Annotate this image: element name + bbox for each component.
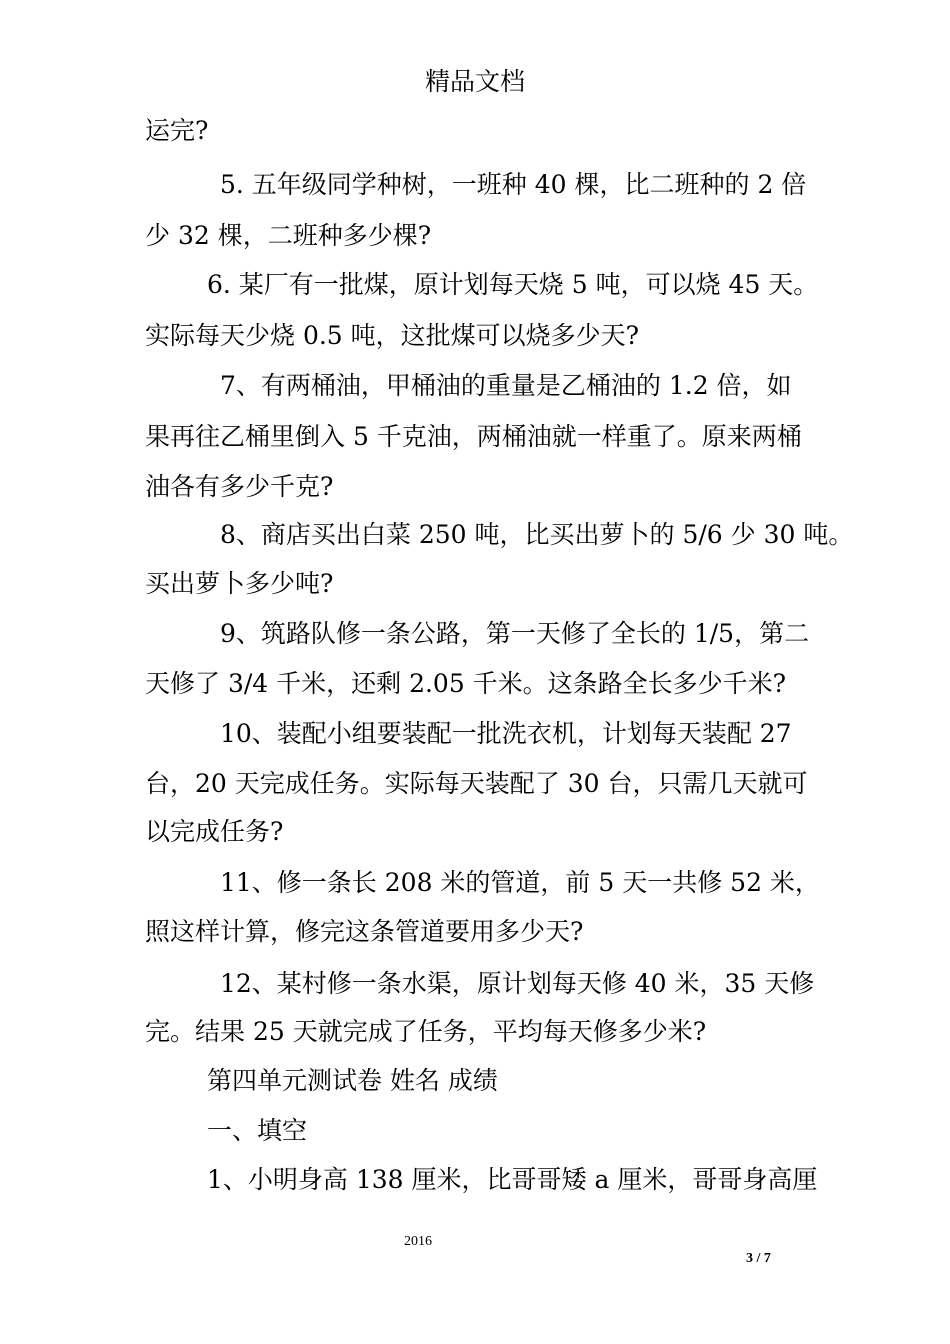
text-line: 以完成任务? <box>145 817 284 846</box>
text-line: 11、修一条长 208 米的管道，前 5 天一共修 52 米， <box>220 868 820 897</box>
text-line: 运完? <box>145 116 209 145</box>
document-header-title: 精品文档 <box>424 67 525 96</box>
text-line: 油各有多少千克? <box>145 472 334 501</box>
section-title: 第四单元测试卷 姓名 成绩 <box>207 1066 498 1095</box>
text-line: 9、筑路队修一条公路，第一天修了全长的 1/5，第二 <box>220 619 810 648</box>
text-line: 少 32 棵，二班种多少棵? <box>145 221 432 250</box>
text-line: 10、装配小组要装配一批洗衣机，计划每天装配 27 <box>220 719 792 748</box>
text-line: 7、有两桶油，甲桶油的重量是乙桶油的 1.2 倍，如 <box>220 371 792 400</box>
text-line: 照这样计算，修完这条管道要用多少天? <box>145 917 584 946</box>
text-line: 12、某村修一条水渠，原计划每天修 40 米，35 天修 <box>220 969 815 998</box>
text-line: 天修了 3/4 千米，还剩 2.05 千米。这条路全长多少千米? <box>145 669 787 698</box>
text-line: 1、小明身高 138 厘米，比哥哥矮 a 厘米，哥哥身高厘 <box>207 1165 818 1194</box>
text-line: 台，20 天完成任务。实际每天装配了 30 台，只需几天就可 <box>145 769 808 798</box>
footer-year: 2016 <box>404 1234 432 1249</box>
text-line: 8、商店买出白菜 250 吨，比买出萝卜的 5/6 少 30 吨。 <box>220 520 854 549</box>
text-line: 实际每天少烧 0.5 吨，这批煤可以烧多少天? <box>145 321 640 350</box>
text-line: 6. 某厂有一批煤，原计划每天烧 5 吨，可以烧 45 天。 <box>207 270 819 299</box>
page-number: 3 / 7 <box>746 1251 771 1266</box>
text-line: 果再往乙桶里倒入 5 千克油，两桶油就一样重了。原来两桶 <box>145 422 802 451</box>
text-line: 完。结果 25 天就完成了任务，平均每天修多少米? <box>145 1017 707 1046</box>
text-line: 买出萝卜多少吨? <box>145 569 334 598</box>
text-line: 5. 五年级同学种树，一班种 40 棵，比二班种的 2 倍 <box>220 170 807 199</box>
section-heading: 一、填空 <box>207 1116 308 1145</box>
